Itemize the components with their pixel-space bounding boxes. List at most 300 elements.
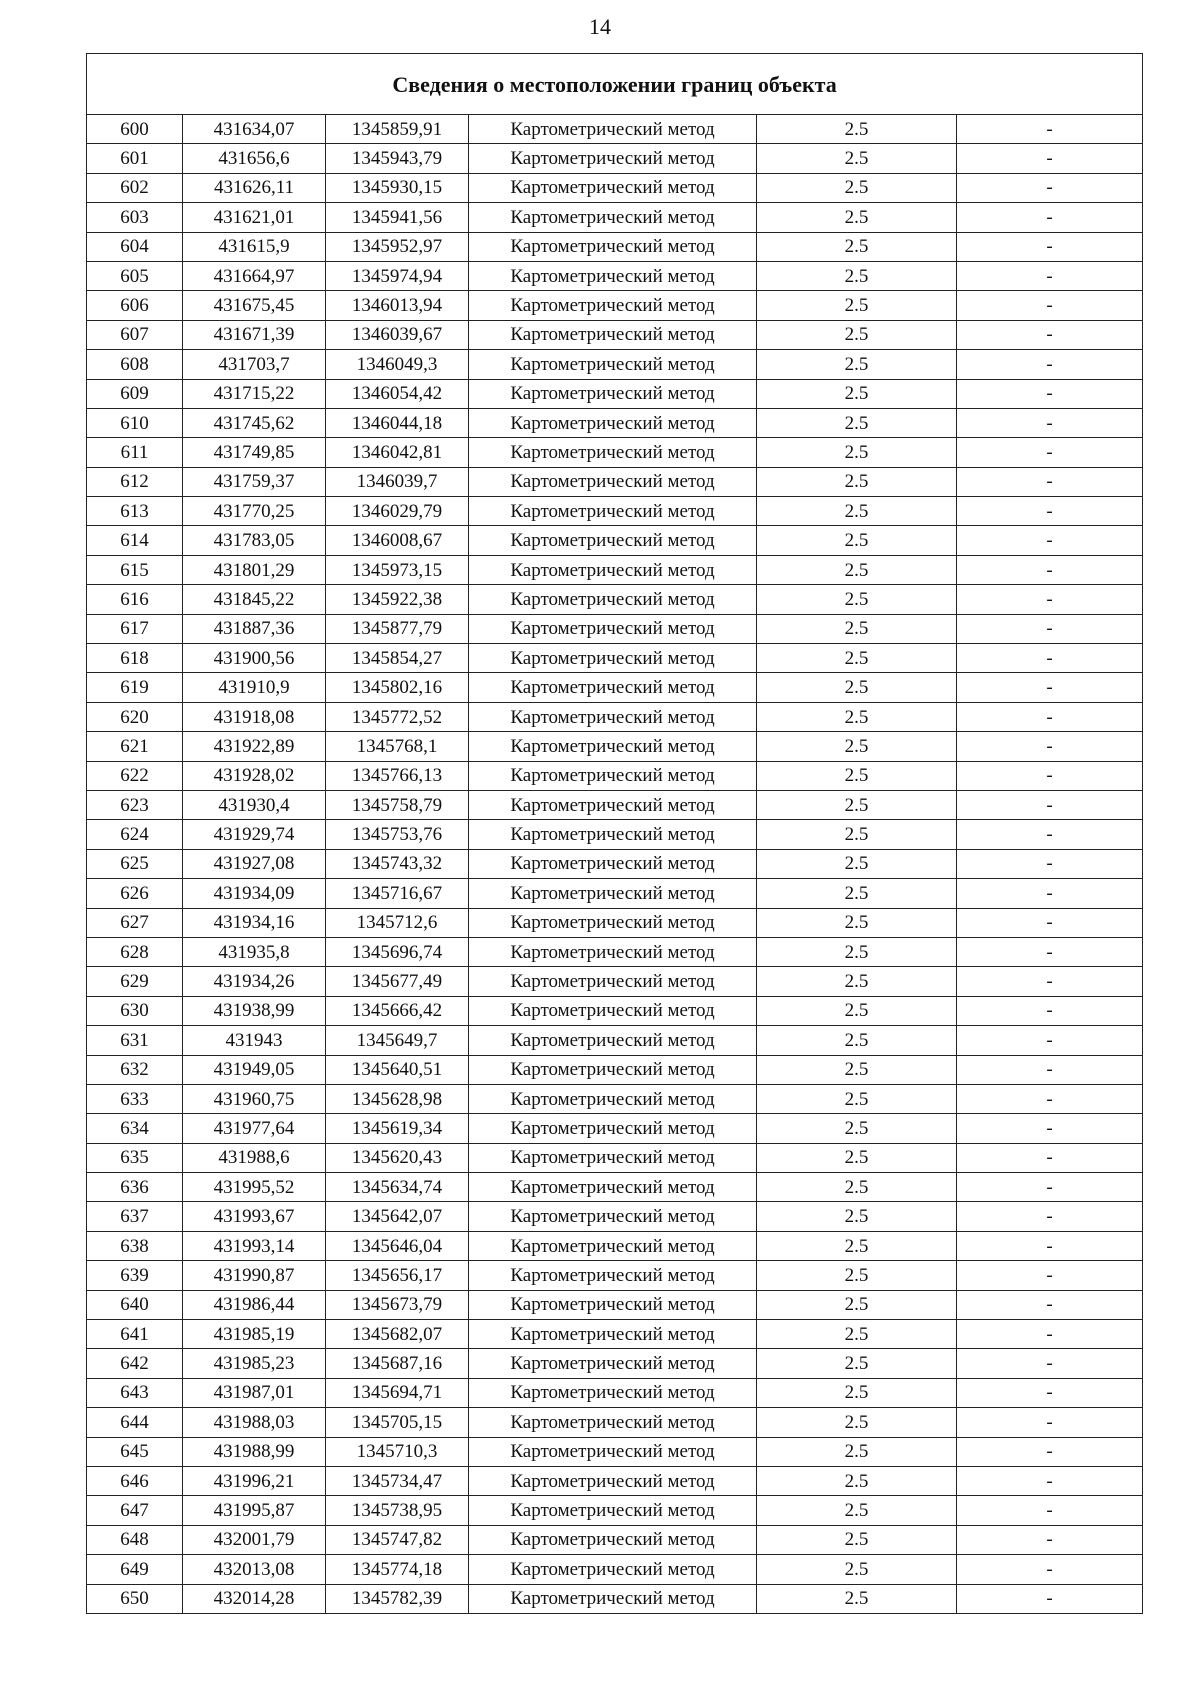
x-coordinate-cell: 431770,25: [183, 497, 326, 526]
x-coordinate-cell: 432013,08: [183, 1555, 326, 1584]
accuracy-cell: 2.5: [757, 291, 957, 320]
x-coordinate-cell: 431928,02: [183, 761, 326, 790]
point-number-cell: 630: [87, 996, 183, 1025]
x-coordinate-cell: 431993,67: [183, 1202, 326, 1231]
y-coordinate-cell: 1346042,81: [326, 438, 469, 467]
point-number-cell: 606: [87, 291, 183, 320]
method-cell: Картометрический метод: [469, 144, 757, 173]
table-row: [87, 320, 1143, 349]
description-cell: -: [957, 408, 1143, 437]
accuracy-cell: 2.5: [757, 1555, 957, 1584]
x-coordinate-cell: 431675,45: [183, 291, 326, 320]
y-coordinate-cell: 1345782,39: [326, 1584, 469, 1613]
point-number-cell: 611: [87, 438, 183, 467]
method-cell: Картометрический метод: [469, 555, 757, 584]
y-coordinate-cell: 1345716,67: [326, 879, 469, 908]
description-cell: -: [957, 203, 1143, 232]
description-cell: -: [957, 908, 1143, 937]
method-cell: Картометрический метод: [469, 1055, 757, 1084]
description-cell: -: [957, 879, 1143, 908]
description-cell: -: [957, 761, 1143, 790]
x-coordinate-cell: 431985,19: [183, 1320, 326, 1349]
x-coordinate-cell: 431935,8: [183, 937, 326, 966]
description-cell: -: [957, 1408, 1143, 1437]
x-coordinate-cell: 431934,09: [183, 879, 326, 908]
x-coordinate-cell: 431986,44: [183, 1290, 326, 1319]
point-number-cell: 609: [87, 379, 183, 408]
x-coordinate-cell: 431656,6: [183, 144, 326, 173]
description-cell: -: [957, 614, 1143, 643]
table-row: [87, 438, 1143, 467]
accuracy-cell: 2.5: [757, 555, 957, 584]
method-cell: Картометрический метод: [469, 1320, 757, 1349]
method-cell: Картометрический метод: [469, 1114, 757, 1143]
method-cell: Картометрический метод: [469, 1408, 757, 1437]
method-cell: Картометрический метод: [469, 203, 757, 232]
point-number-cell: 642: [87, 1349, 183, 1378]
method-cell: Картометрический метод: [469, 1143, 757, 1172]
y-coordinate-cell: 1345753,76: [326, 820, 469, 849]
page-number: 14: [589, 14, 611, 39]
table-row: [87, 1026, 1143, 1055]
point-number-cell: 635: [87, 1143, 183, 1172]
table-row: [87, 1055, 1143, 1084]
accuracy-cell: 2.5: [757, 173, 957, 202]
method-cell: Картометрический метод: [469, 644, 757, 673]
description-cell: -: [957, 1202, 1143, 1231]
accuracy-cell: 2.5: [757, 761, 957, 790]
point-number-cell: 639: [87, 1261, 183, 1290]
table-row: [87, 879, 1143, 908]
point-number-cell: 624: [87, 820, 183, 849]
point-number-cell: 602: [87, 173, 183, 202]
accuracy-cell: 2.5: [757, 1026, 957, 1055]
accuracy-cell: 2.5: [757, 790, 957, 819]
y-coordinate-cell: 1345854,27: [326, 644, 469, 673]
table-body: [87, 54, 1143, 1614]
accuracy-cell: 2.5: [757, 1378, 957, 1407]
description-cell: -: [957, 1143, 1143, 1172]
table-row: [87, 467, 1143, 496]
description-cell: -: [957, 1231, 1143, 1260]
description-cell: -: [957, 644, 1143, 673]
method-cell: Картометрический метод: [469, 291, 757, 320]
x-coordinate-cell: 431783,05: [183, 526, 326, 555]
point-number-cell: 603: [87, 203, 183, 232]
x-coordinate-cell: 431985,23: [183, 1349, 326, 1378]
y-coordinate-cell: 1346049,3: [326, 350, 469, 379]
y-coordinate-cell: 1345952,97: [326, 232, 469, 261]
point-number-cell: 646: [87, 1466, 183, 1495]
table-row: [87, 261, 1143, 290]
method-cell: Картометрический метод: [469, 908, 757, 937]
method-cell: Картометрический метод: [469, 614, 757, 643]
description-cell: -: [957, 144, 1143, 173]
x-coordinate-cell: 431900,56: [183, 644, 326, 673]
x-coordinate-cell: 431990,87: [183, 1261, 326, 1290]
description-cell: -: [957, 790, 1143, 819]
table-row: [87, 614, 1143, 643]
description-cell: -: [957, 1290, 1143, 1319]
y-coordinate-cell: 1345859,91: [326, 115, 469, 144]
y-coordinate-cell: 1345673,79: [326, 1290, 469, 1319]
method-cell: Картометрический метод: [469, 761, 757, 790]
y-coordinate-cell: 1346039,67: [326, 320, 469, 349]
point-number-cell: 608: [87, 350, 183, 379]
x-coordinate-cell: 431993,14: [183, 1231, 326, 1260]
table-row: [87, 908, 1143, 937]
description-cell: -: [957, 1555, 1143, 1584]
y-coordinate-cell: 1345656,17: [326, 1261, 469, 1290]
table-row: [87, 996, 1143, 1025]
accuracy-cell: 2.5: [757, 1173, 957, 1202]
accuracy-cell: 2.5: [757, 937, 957, 966]
point-number-cell: 644: [87, 1408, 183, 1437]
accuracy-cell: 2.5: [757, 967, 957, 996]
description-cell: -: [957, 1349, 1143, 1378]
y-coordinate-cell: 1345772,52: [326, 702, 469, 731]
y-coordinate-cell: 1345619,34: [326, 1114, 469, 1143]
table-row: [87, 526, 1143, 555]
x-coordinate-cell: 431626,11: [183, 173, 326, 202]
accuracy-cell: 2.5: [757, 379, 957, 408]
description-cell: -: [957, 115, 1143, 144]
method-cell: Картометрический метод: [469, 438, 757, 467]
description-cell: -: [957, 1466, 1143, 1495]
accuracy-cell: 2.5: [757, 350, 957, 379]
point-number-cell: 645: [87, 1437, 183, 1466]
accuracy-cell: 2.5: [757, 1231, 957, 1260]
accuracy-cell: 2.5: [757, 1349, 957, 1378]
method-cell: Картометрический метод: [469, 585, 757, 614]
point-number-cell: 614: [87, 526, 183, 555]
accuracy-cell: 2.5: [757, 1496, 957, 1525]
accuracy-cell: 2.5: [757, 408, 957, 437]
accuracy-cell: 2.5: [757, 996, 957, 1025]
x-coordinate-cell: 431960,75: [183, 1084, 326, 1113]
table-row: [87, 790, 1143, 819]
method-cell: Картометрический метод: [469, 1026, 757, 1055]
x-coordinate-cell: 431943: [183, 1026, 326, 1055]
coordinates-table: [86, 53, 1143, 1614]
method-cell: Картометрический метод: [469, 1290, 757, 1319]
y-coordinate-cell: 1345747,82: [326, 1525, 469, 1554]
table-row: [87, 849, 1143, 878]
y-coordinate-cell: 1345677,49: [326, 967, 469, 996]
x-coordinate-cell: 431949,05: [183, 1055, 326, 1084]
x-coordinate-cell: 431745,62: [183, 408, 326, 437]
method-cell: Картометрический метод: [469, 879, 757, 908]
point-number-cell: 616: [87, 585, 183, 614]
point-number-cell: 649: [87, 1555, 183, 1584]
x-coordinate-cell: 431934,16: [183, 908, 326, 937]
x-coordinate-cell: 431934,26: [183, 967, 326, 996]
table-row: [87, 820, 1143, 849]
method-cell: Картометрический метод: [469, 1584, 757, 1613]
description-cell: -: [957, 996, 1143, 1025]
x-coordinate-cell: 431938,99: [183, 996, 326, 1025]
accuracy-cell: 2.5: [757, 1143, 957, 1172]
description-cell: -: [957, 261, 1143, 290]
table-row: [87, 1496, 1143, 1525]
description-cell: -: [957, 438, 1143, 467]
table-row: [87, 144, 1143, 173]
table-row: [87, 1084, 1143, 1113]
description-cell: -: [957, 1055, 1143, 1084]
method-cell: Картометрический метод: [469, 996, 757, 1025]
method-cell: Картометрический метод: [469, 1437, 757, 1466]
x-coordinate-cell: 431887,36: [183, 614, 326, 643]
description-cell: -: [957, 1378, 1143, 1407]
point-number-cell: 618: [87, 644, 183, 673]
x-coordinate-cell: 431671,39: [183, 320, 326, 349]
table-row: [87, 1525, 1143, 1554]
description-cell: -: [957, 350, 1143, 379]
y-coordinate-cell: 1345712,6: [326, 908, 469, 937]
description-cell: -: [957, 702, 1143, 731]
method-cell: Картометрический метод: [469, 790, 757, 819]
method-cell: Картометрический метод: [469, 1173, 757, 1202]
table-row: [87, 1202, 1143, 1231]
table-row: [87, 203, 1143, 232]
table-row: [87, 350, 1143, 379]
accuracy-cell: 2.5: [757, 1055, 957, 1084]
description-cell: -: [957, 1114, 1143, 1143]
method-cell: Картометрический метод: [469, 173, 757, 202]
point-number-cell: 604: [87, 232, 183, 261]
method-cell: Картометрический метод: [469, 261, 757, 290]
point-number-cell: 607: [87, 320, 183, 349]
y-coordinate-cell: 1345687,16: [326, 1349, 469, 1378]
method-cell: Картометрический метод: [469, 937, 757, 966]
table-row: [87, 761, 1143, 790]
x-coordinate-cell: 431615,9: [183, 232, 326, 261]
y-coordinate-cell: 1345774,18: [326, 1555, 469, 1584]
point-number-cell: 643: [87, 1378, 183, 1407]
method-cell: Картометрический метод: [469, 732, 757, 761]
description-cell: -: [957, 232, 1143, 261]
method-cell: Картометрический метод: [469, 967, 757, 996]
y-coordinate-cell: 1345649,7: [326, 1026, 469, 1055]
method-cell: Картометрический метод: [469, 1202, 757, 1231]
table-row: [87, 1143, 1143, 1172]
accuracy-cell: 2.5: [757, 320, 957, 349]
table-row: [87, 408, 1143, 437]
x-coordinate-cell: 431845,22: [183, 585, 326, 614]
description-cell: -: [957, 1525, 1143, 1554]
accuracy-cell: 2.5: [757, 526, 957, 555]
table-row: [87, 1173, 1143, 1202]
x-coordinate-cell: 431910,9: [183, 673, 326, 702]
point-number-cell: 634: [87, 1114, 183, 1143]
y-coordinate-cell: 1345628,98: [326, 1084, 469, 1113]
table-row: [87, 702, 1143, 731]
point-number-cell: 623: [87, 790, 183, 819]
description-cell: -: [957, 320, 1143, 349]
accuracy-cell: 2.5: [757, 497, 957, 526]
method-cell: Картометрический метод: [469, 115, 757, 144]
accuracy-cell: 2.5: [757, 203, 957, 232]
x-coordinate-cell: 431664,97: [183, 261, 326, 290]
y-coordinate-cell: 1345877,79: [326, 614, 469, 643]
y-coordinate-cell: 1345766,13: [326, 761, 469, 790]
x-coordinate-cell: 431988,03: [183, 1408, 326, 1437]
accuracy-cell: 2.5: [757, 732, 957, 761]
x-coordinate-cell: 432014,28: [183, 1584, 326, 1613]
point-number-cell: 636: [87, 1173, 183, 1202]
x-coordinate-cell: 431929,74: [183, 820, 326, 849]
x-coordinate-cell: 431634,07: [183, 115, 326, 144]
point-number-cell: 620: [87, 702, 183, 731]
point-number-cell: 629: [87, 967, 183, 996]
table-row: [87, 644, 1143, 673]
accuracy-cell: 2.5: [757, 1202, 957, 1231]
table-title: Сведения о местоположении границ объекта: [87, 54, 1143, 115]
accuracy-cell: 2.5: [757, 438, 957, 467]
method-cell: Картометрический метод: [469, 526, 757, 555]
point-number-cell: 600: [87, 115, 183, 144]
description-cell: -: [957, 173, 1143, 202]
method-cell: Картометрический метод: [469, 232, 757, 261]
point-number-cell: 625: [87, 849, 183, 878]
method-cell: Картометрический метод: [469, 820, 757, 849]
x-coordinate-cell: 431801,29: [183, 555, 326, 584]
x-coordinate-cell: 431995,52: [183, 1173, 326, 1202]
point-number-cell: 632: [87, 1055, 183, 1084]
method-cell: Картометрический метод: [469, 379, 757, 408]
point-number-cell: 626: [87, 879, 183, 908]
point-number-cell: 631: [87, 1026, 183, 1055]
point-number-cell: 637: [87, 1202, 183, 1231]
accuracy-cell: 2.5: [757, 673, 957, 702]
y-coordinate-cell: 1346039,7: [326, 467, 469, 496]
accuracy-cell: 2.5: [757, 849, 957, 878]
x-coordinate-cell: 431988,99: [183, 1437, 326, 1466]
table-row: [87, 1349, 1143, 1378]
method-cell: Картометрический метод: [469, 1466, 757, 1495]
y-coordinate-cell: 1345620,43: [326, 1143, 469, 1172]
table-row: [87, 937, 1143, 966]
description-cell: -: [957, 585, 1143, 614]
table-row: [87, 497, 1143, 526]
x-coordinate-cell: 431988,6: [183, 1143, 326, 1172]
description-cell: -: [957, 379, 1143, 408]
description-cell: -: [957, 467, 1143, 496]
point-number-cell: 640: [87, 1290, 183, 1319]
point-number-cell: 638: [87, 1231, 183, 1260]
accuracy-cell: 2.5: [757, 702, 957, 731]
method-cell: Картометрический метод: [469, 1496, 757, 1525]
table-row: [87, 1378, 1143, 1407]
table-row: [87, 673, 1143, 702]
description-cell: -: [957, 1496, 1143, 1525]
table-row: [87, 1584, 1143, 1613]
description-cell: -: [957, 1584, 1143, 1613]
x-coordinate-cell: 431930,4: [183, 790, 326, 819]
table-row: [87, 1261, 1143, 1290]
method-cell: Картометрический метод: [469, 1349, 757, 1378]
table-row: [87, 379, 1143, 408]
description-cell: -: [957, 1437, 1143, 1466]
table-row: [87, 291, 1143, 320]
y-coordinate-cell: 1345802,16: [326, 673, 469, 702]
method-cell: Картометрический метод: [469, 497, 757, 526]
x-coordinate-cell: 431927,08: [183, 849, 326, 878]
y-coordinate-cell: 1345973,15: [326, 555, 469, 584]
accuracy-cell: 2.5: [757, 115, 957, 144]
x-coordinate-cell: 431621,01: [183, 203, 326, 232]
accuracy-cell: 2.5: [757, 820, 957, 849]
accuracy-cell: 2.5: [757, 908, 957, 937]
table-row: [87, 1408, 1143, 1437]
method-cell: Картометрический метод: [469, 1261, 757, 1290]
x-coordinate-cell: 431977,64: [183, 1114, 326, 1143]
method-cell: Картометрический метод: [469, 320, 757, 349]
table-row: [87, 1466, 1143, 1495]
method-cell: Картометрический метод: [469, 1555, 757, 1584]
y-coordinate-cell: 1345666,42: [326, 996, 469, 1025]
table-row: [87, 232, 1143, 261]
accuracy-cell: 2.5: [757, 467, 957, 496]
y-coordinate-cell: 1345758,79: [326, 790, 469, 819]
point-number-cell: 648: [87, 1525, 183, 1554]
y-coordinate-cell: 1345768,1: [326, 732, 469, 761]
method-cell: Картометрический метод: [469, 1378, 757, 1407]
accuracy-cell: 2.5: [757, 879, 957, 908]
x-coordinate-cell: 431995,87: [183, 1496, 326, 1525]
y-coordinate-cell: 1345941,56: [326, 203, 469, 232]
point-number-cell: 617: [87, 614, 183, 643]
y-coordinate-cell: 1346054,42: [326, 379, 469, 408]
method-cell: Картометрический метод: [469, 467, 757, 496]
description-cell: -: [957, 1173, 1143, 1202]
method-cell: Картометрический метод: [469, 1084, 757, 1113]
x-coordinate-cell: 431715,22: [183, 379, 326, 408]
y-coordinate-cell: 1346044,18: [326, 408, 469, 437]
accuracy-cell: 2.5: [757, 1525, 957, 1554]
point-number-cell: 610: [87, 408, 183, 437]
y-coordinate-cell: 1345696,74: [326, 937, 469, 966]
method-cell: Картометрический метод: [469, 1525, 757, 1554]
point-number-cell: 641: [87, 1320, 183, 1349]
accuracy-cell: 2.5: [757, 1408, 957, 1437]
y-coordinate-cell: 1345922,38: [326, 585, 469, 614]
method-cell: Картометрический метод: [469, 1231, 757, 1260]
point-number-cell: 622: [87, 761, 183, 790]
table-row: [87, 555, 1143, 584]
x-coordinate-cell: 431759,37: [183, 467, 326, 496]
point-number-cell: 647: [87, 1496, 183, 1525]
accuracy-cell: 2.5: [757, 1437, 957, 1466]
x-coordinate-cell: 431749,85: [183, 438, 326, 467]
accuracy-cell: 2.5: [757, 1320, 957, 1349]
y-coordinate-cell: 1345943,79: [326, 144, 469, 173]
table-row: [87, 1555, 1143, 1584]
table-row: [87, 732, 1143, 761]
table-row: [87, 173, 1143, 202]
description-cell: -: [957, 1026, 1143, 1055]
table-row: [87, 115, 1143, 144]
y-coordinate-cell: 1346013,94: [326, 291, 469, 320]
point-number-cell: 627: [87, 908, 183, 937]
table-row: [87, 1114, 1143, 1143]
x-coordinate-cell: 431987,01: [183, 1378, 326, 1407]
description-cell: -: [957, 526, 1143, 555]
accuracy-cell: 2.5: [757, 1114, 957, 1143]
y-coordinate-cell: 1345738,95: [326, 1496, 469, 1525]
x-coordinate-cell: 431703,7: [183, 350, 326, 379]
table-row: [87, 967, 1143, 996]
